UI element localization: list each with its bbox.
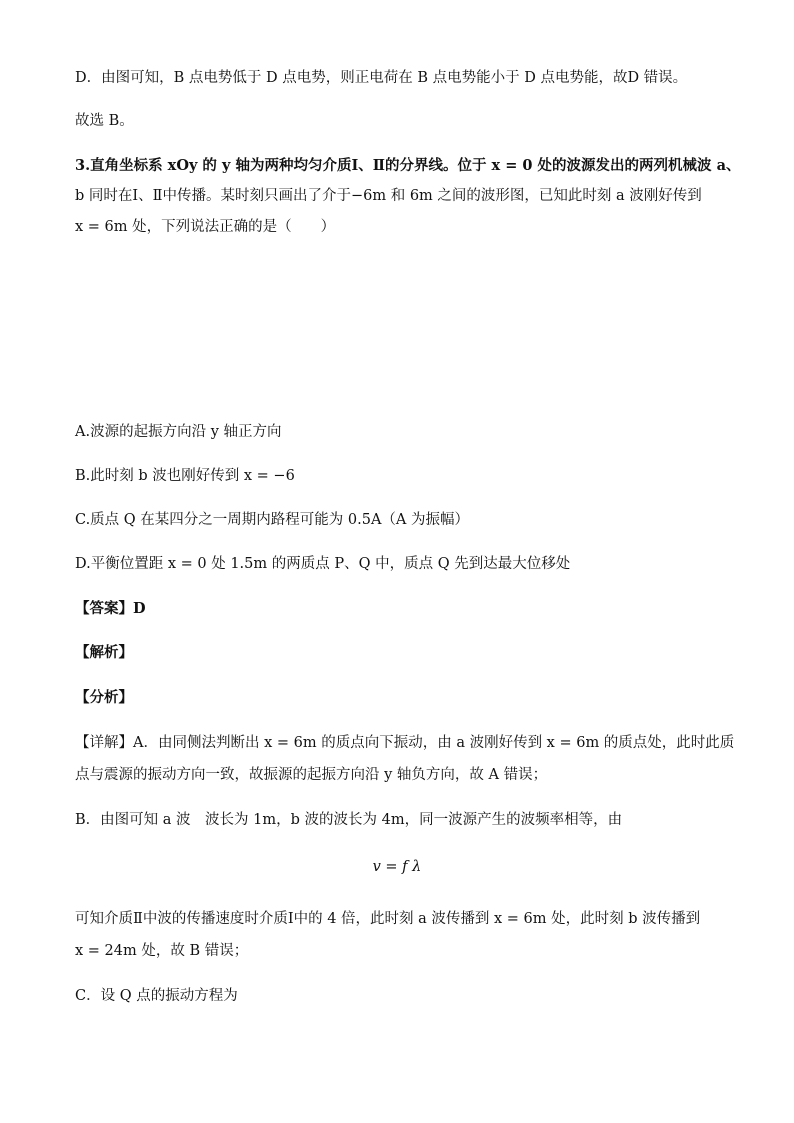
detail-b-line-2: 可知介质Ⅱ中波的传播速度时介质Ⅰ中的 4 倍，此时刻 a 波传播到 x = 6m 处，此时刻 b 波传播到 [75,911,701,927]
detail-a-line-2: 点与震源的振动方向一致，故振源的起振方向沿 y 轴负方向，故 A 错误； [75,767,548,783]
fenxi-label: 【分析】 [75,689,133,706]
choose-b-line: 故选 B。 [75,113,134,129]
wave-figure-placeholder [75,245,715,405]
option-b: B.此时刻 b 波也刚好传到 x = −6 [75,468,295,484]
option-a: A.波源的起振方向沿 y 轴正方向 [75,424,282,440]
detail-b-line-3: x = 24m 处，故 B 错误； [75,943,249,959]
formula-v-f-lambda: v = f λ [372,859,422,875]
detail-c-line: C．设 Q 点的振动方程为 [75,988,238,1004]
analysis-label: 【解析】 [75,644,133,661]
option-d: D.平衡位置距 x = 0 处 1.5m 的两质点 P、Q 中，质点 Q 先到达最大位移处 [75,556,571,572]
question-3-line-2: b 同时在Ⅰ、Ⅱ中传播。某时刻只画出了介于−6m 和 6m 之间的波形图，已知此时刻 a 波刚好传到 [75,188,702,204]
option-c: C.质点 Q 在某四分之一周期内路程可能为 0.5A（A 为振幅） [75,512,470,528]
question-3-line-3: x = 6m 处，下列说法正确的是（ ） [75,219,336,235]
answer-label: 【答案】D [75,600,146,617]
option-d-previous-explanation: D．由图可知，B 点电势低于 D 点电势，则正电荷在 B 点电势能小于 D 点电势能，故D 错误。 [75,70,688,86]
question-3-line-1: 3.直角坐标系 xOy 的 y 轴为两种均匀介质Ⅰ、Ⅱ的分界线。位于 x = 0 处的波源发出的两列机械波 a、 [75,157,741,174]
detail-b-line-1: B．由图可知 a 波 波长为 1m，b 波的波长为 4m，同一波源产生的波频率相等，由 [75,812,623,828]
detail-a-line-1: 【详解】A．由同侧法判断出 x = 6m 的质点向下振动，由 a 波刚好传到 x = 6m 的质点处，此时此质 [75,735,735,751]
